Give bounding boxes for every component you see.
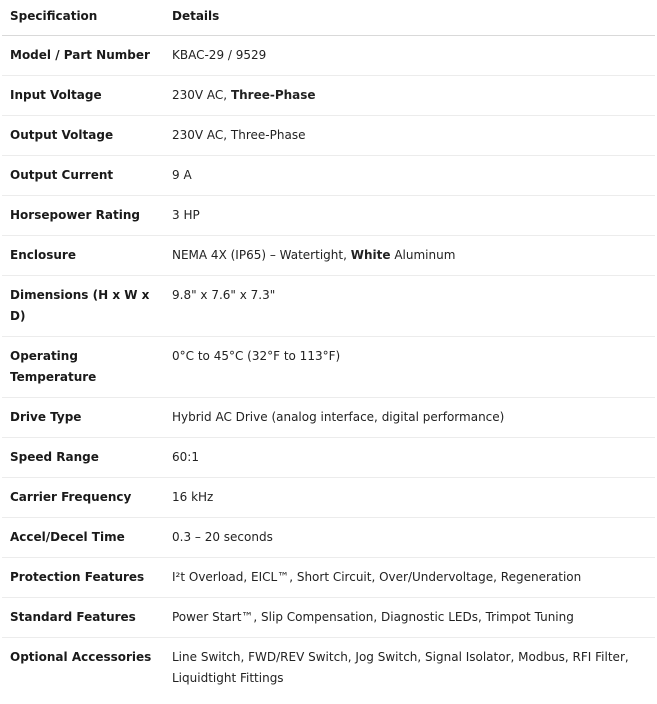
table-row bbox=[2, 196, 655, 236]
spec-value bbox=[164, 598, 655, 638]
spec-value bbox=[164, 398, 655, 438]
value-text: KBAC-29 / 9529 bbox=[172, 48, 267, 62]
value-text: 3 HP bbox=[172, 208, 200, 222]
value-text: 60:1 bbox=[172, 450, 199, 464]
value-text: 9 A bbox=[172, 168, 192, 182]
value-text: NEMA 4X (IP65) – Watertight, bbox=[172, 248, 351, 262]
table-row bbox=[2, 156, 655, 196]
spec-label: Accel/Decel Time bbox=[10, 530, 125, 544]
spec-label: Enclosure bbox=[10, 248, 76, 262]
value-text-end: Aluminum bbox=[390, 248, 456, 262]
table-row bbox=[2, 558, 655, 598]
table-row bbox=[2, 518, 655, 558]
spec-label: Input Voltage bbox=[10, 88, 102, 102]
spec-value bbox=[164, 478, 655, 518]
spec-label: Standard Features bbox=[10, 610, 136, 624]
value-text: 0.3 – 20 seconds bbox=[172, 530, 273, 544]
table-row bbox=[2, 638, 655, 699]
spec-value bbox=[164, 116, 655, 156]
spec-value bbox=[164, 276, 655, 337]
spec-label: Output Current bbox=[10, 168, 114, 182]
table-row bbox=[2, 76, 655, 116]
table-row bbox=[2, 36, 655, 76]
table-row bbox=[2, 398, 655, 438]
value-text: 9.8" x 7.6" x 7.3" bbox=[172, 288, 276, 302]
spec-value bbox=[164, 36, 655, 76]
table-row bbox=[2, 236, 655, 276]
spec-value bbox=[164, 196, 655, 236]
table-row bbox=[2, 438, 655, 478]
spec-value bbox=[164, 156, 655, 196]
value-text: Power Start™, Slip Compensation, Diagnostic LEDs, Trimpot Tuning bbox=[172, 610, 574, 624]
value-text: 230V AC, bbox=[172, 88, 231, 102]
spec-value bbox=[164, 337, 655, 398]
table-row bbox=[2, 116, 655, 156]
spec-value bbox=[164, 236, 655, 276]
header-details: Details bbox=[172, 9, 220, 23]
spec-label: Carrier Frequency bbox=[10, 490, 132, 504]
table-header-row bbox=[2, 0, 655, 36]
value-bold: Three-Phase bbox=[230, 88, 316, 102]
spec-value bbox=[164, 76, 655, 116]
value-text: 0°C to 45°C (32°F to 113°F) bbox=[172, 349, 341, 363]
spec-label: Horsepower Rating bbox=[10, 208, 140, 222]
spec-value bbox=[164, 438, 655, 478]
table-row bbox=[2, 337, 655, 398]
spec-value bbox=[164, 558, 655, 598]
value-text: 230V AC, Three-Phase bbox=[172, 128, 306, 142]
value-bold: White bbox=[350, 248, 391, 262]
spec-label: Optional Accessories bbox=[10, 650, 152, 664]
spec-label: Output Voltage bbox=[10, 128, 114, 142]
spec-table bbox=[2, 0, 655, 698]
table-row bbox=[2, 276, 655, 337]
spec-label: Protection Features bbox=[10, 570, 145, 584]
spec-label: Dimensions (H x W x D) bbox=[10, 288, 150, 323]
spec-label: Model / Part Number bbox=[10, 48, 150, 62]
value-text: Hybrid AC Drive (analog interface, digital performance) bbox=[172, 410, 505, 424]
table-row bbox=[2, 598, 655, 638]
table-row bbox=[2, 478, 655, 518]
spec-label: Speed Range bbox=[10, 450, 99, 464]
spec-value bbox=[164, 638, 655, 699]
spec-label: Drive Type bbox=[10, 410, 82, 424]
spec-label: Operating Temperature bbox=[10, 349, 97, 384]
spec-value bbox=[164, 518, 655, 558]
value-text: Line Switch, FWD/REV Switch, Jog Switch, Signal Isolator, Modbus, RFI Filter, Liquidtight Fittings bbox=[172, 650, 629, 685]
header-specification: Specification bbox=[10, 9, 98, 23]
value-text: I²t Overload, EICL™, Short Circuit, Over/Undervoltage, Regeneration bbox=[172, 570, 582, 584]
value-text: 16 kHz bbox=[172, 490, 214, 504]
